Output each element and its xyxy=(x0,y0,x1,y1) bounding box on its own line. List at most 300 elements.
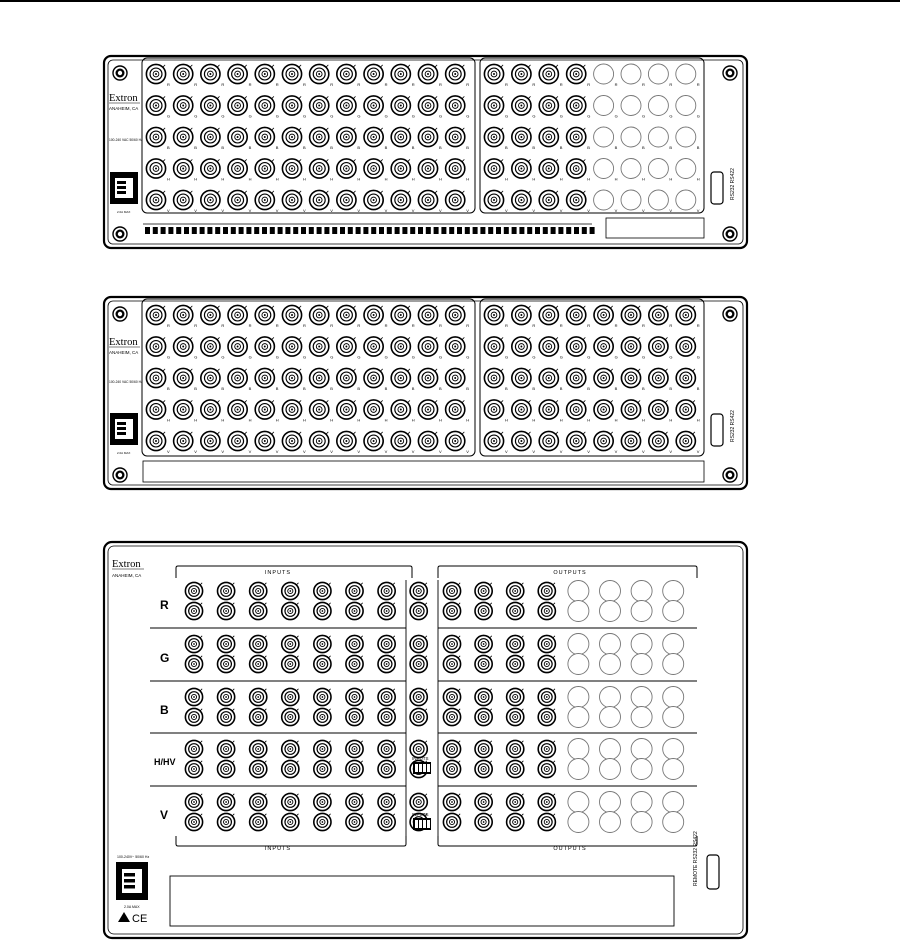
panel-3-dip-switch-2[interactable] xyxy=(413,818,431,830)
connector-letter: R xyxy=(669,323,673,328)
dip-switch[interactable] xyxy=(293,227,298,234)
bnc-output-connector xyxy=(649,337,668,356)
connector-letter: G xyxy=(194,354,198,360)
bnc-input-connector xyxy=(378,688,395,705)
bnc-input-connector xyxy=(174,190,193,209)
bnc-input-connector xyxy=(218,708,235,725)
bnc-input-connector xyxy=(337,127,356,146)
connector-letter: R xyxy=(330,82,334,87)
dip-switch[interactable] xyxy=(535,227,540,234)
connector-letter: V xyxy=(505,449,508,454)
bnc-output-connector xyxy=(475,740,492,757)
connector-letter: H xyxy=(669,417,673,423)
bnc-input-connector xyxy=(201,400,220,419)
connector-letter: G xyxy=(167,354,171,360)
connector-letter: V xyxy=(696,449,700,454)
bnc-input-connector xyxy=(174,400,193,419)
connector-letter: B xyxy=(505,386,508,391)
panel-1-brand: Extron xyxy=(109,93,138,104)
empty-output-position xyxy=(648,190,668,210)
bnc-input-connector xyxy=(418,96,437,115)
empty-output-position xyxy=(568,601,589,622)
connector-letter: V xyxy=(194,449,197,454)
dip-switch[interactable] xyxy=(558,227,563,234)
bnc-output-connector xyxy=(507,708,524,725)
connector-letter: R xyxy=(505,82,508,87)
bnc-output-connector xyxy=(475,655,492,672)
connector-letter: V xyxy=(248,449,252,454)
connector-letter: V xyxy=(669,449,673,454)
bnc-output-connector xyxy=(484,431,503,450)
bnc-output-connector xyxy=(539,127,558,146)
empty-output-position xyxy=(676,127,696,147)
bnc-input-connector xyxy=(314,602,331,619)
mounting-screw xyxy=(113,227,127,241)
dip-switch[interactable] xyxy=(239,227,244,234)
bnc-input-connector xyxy=(346,813,363,830)
bnc-output-connector xyxy=(594,337,613,356)
dip-switch[interactable] xyxy=(543,227,548,234)
bnc-output-connector xyxy=(594,400,613,419)
connector-letter: G xyxy=(466,113,470,119)
connector-letter: G xyxy=(505,354,509,360)
connector-letter: R xyxy=(167,82,170,87)
dip-switch[interactable] xyxy=(153,227,158,234)
connector-letter: H xyxy=(167,176,170,182)
panel-2-brand: Extron xyxy=(109,337,138,348)
bnc-output-connector xyxy=(538,813,555,830)
connector-letter: R xyxy=(303,82,306,87)
bnc-output-connector xyxy=(676,368,695,387)
connector-letter: V xyxy=(587,208,590,213)
bnc-output-connector xyxy=(512,159,531,178)
bnc-output-connector xyxy=(567,337,586,356)
connector-letter: B xyxy=(587,145,590,150)
connector-letter: H xyxy=(642,417,645,423)
connector-letter: V xyxy=(587,449,590,454)
bnc-output-connector xyxy=(539,337,558,356)
dip-switch[interactable] xyxy=(262,227,267,234)
empty-output-position xyxy=(663,601,684,622)
connector-letter: G xyxy=(303,113,307,119)
bnc-input-connector xyxy=(250,688,267,705)
bnc-output-connector xyxy=(649,431,668,450)
bnc-output-connector xyxy=(649,305,668,324)
bnc-input-connector xyxy=(146,190,165,209)
bnc-input-connector xyxy=(228,96,247,115)
bnc-input-connector xyxy=(364,305,383,324)
connector-letter: V xyxy=(194,208,197,213)
dip-switch[interactable] xyxy=(504,227,509,234)
bnc-input-connector xyxy=(391,159,410,178)
connector-letter: H xyxy=(194,417,198,423)
connector-letter: G xyxy=(466,354,470,360)
bnc-input-connector xyxy=(185,793,202,810)
connector-letter: H xyxy=(303,417,306,423)
bnc-input-connector xyxy=(310,431,329,450)
bnc-input-connector xyxy=(337,190,356,209)
bnc-input-connector xyxy=(314,688,331,705)
connector-letter: G xyxy=(439,113,443,119)
mounting-screw xyxy=(723,66,737,80)
bnc-input-connector xyxy=(228,368,247,387)
bnc-output-connector xyxy=(621,400,640,419)
bnc-input-connector xyxy=(314,582,331,599)
bnc-input-connector xyxy=(146,400,165,419)
bnc-input-connector xyxy=(378,582,395,599)
bnc-input-connector xyxy=(378,813,395,830)
bnc-input-connector xyxy=(174,368,193,387)
empty-output-position xyxy=(631,792,652,813)
bnc-input-connector xyxy=(282,431,301,450)
bnc-input-connector xyxy=(418,368,437,387)
connector-letter: H xyxy=(221,176,225,182)
panel-1-voltage: 100-240 VAC 50/60 Hz xyxy=(109,138,143,142)
bnc-output-connector xyxy=(512,127,531,146)
bnc-input-connector xyxy=(282,708,299,725)
connector-letter: V xyxy=(642,208,645,213)
bnc-input-connector xyxy=(310,64,329,83)
panel-3-outputs-label-bottom: OUTPUTS xyxy=(553,846,587,852)
panel-3 xyxy=(104,542,747,938)
bnc-output-connector xyxy=(475,813,492,830)
bnc-input-connector xyxy=(418,305,437,324)
connector-letter: H xyxy=(587,176,591,182)
empty-output-position xyxy=(600,759,621,780)
dip-switch[interactable] xyxy=(449,227,454,234)
dip-switch[interactable] xyxy=(356,227,361,234)
bnc-input-connector xyxy=(364,159,383,178)
dip-switch[interactable] xyxy=(441,227,446,234)
bnc-output-connector xyxy=(484,96,503,115)
connector-letter: R xyxy=(303,323,306,328)
dip-switch[interactable] xyxy=(371,227,376,234)
bnc-input-connector xyxy=(364,190,383,209)
bnc-input-connector xyxy=(310,190,329,209)
dip-switch[interactable] xyxy=(582,227,587,234)
connector-letter: B xyxy=(248,386,252,391)
dip-switch[interactable] xyxy=(145,227,150,234)
dip-switch[interactable] xyxy=(551,227,556,234)
bnc-input-connector xyxy=(250,793,267,810)
bnc-input-connector xyxy=(314,635,331,652)
connector-letter: G xyxy=(330,354,334,360)
connector-letter: R xyxy=(466,82,470,87)
dip-switch[interactable] xyxy=(184,227,189,234)
connector-letter: B xyxy=(532,145,536,150)
bnc-input-connector xyxy=(378,602,395,619)
dip-switch[interactable] xyxy=(566,227,571,234)
connector-letter: B xyxy=(330,386,333,391)
bnc-input-connector xyxy=(282,305,301,324)
bnc-input-connector xyxy=(391,127,410,146)
bnc-input-connector xyxy=(201,337,220,356)
dip-switch[interactable] xyxy=(223,227,228,234)
bnc-output-connector xyxy=(484,368,503,387)
bnc-output-connector xyxy=(567,400,586,419)
empty-output-position xyxy=(568,581,589,602)
bnc-input-connector xyxy=(174,305,193,324)
bnc-output-connector xyxy=(567,190,586,209)
connector-letter: H xyxy=(532,176,536,182)
dip-switch[interactable] xyxy=(270,227,275,234)
connector-letter: B xyxy=(357,145,361,150)
bnc-input-connector xyxy=(255,431,274,450)
bnc-input-connector xyxy=(446,64,465,83)
bnc-input-connector xyxy=(337,431,356,450)
dip-switch[interactable] xyxy=(176,227,181,234)
bnc-input-connector xyxy=(314,655,331,672)
bnc-input-connector xyxy=(310,127,329,146)
empty-output-position xyxy=(663,792,684,813)
bnc-output-connector xyxy=(507,602,524,619)
connector-letter: G xyxy=(330,113,334,119)
dip-switch[interactable] xyxy=(340,227,345,234)
connector-letter: H xyxy=(384,176,388,182)
dip-switch[interactable] xyxy=(457,227,462,234)
dip-switch[interactable] xyxy=(527,227,532,234)
connector-letter: G xyxy=(248,113,252,119)
connector-letter: G xyxy=(532,354,536,360)
connector-letter: R xyxy=(439,82,442,87)
bnc-input-connector xyxy=(255,190,274,209)
bnc-input-connector xyxy=(410,635,427,652)
connector-letter: B xyxy=(411,145,415,150)
empty-output-position xyxy=(663,634,684,655)
panel-3-switch-label-1: INPUTS xyxy=(412,756,429,761)
bnc-input-connector xyxy=(418,190,437,209)
bnc-input-connector xyxy=(201,96,220,115)
bnc-input-connector xyxy=(201,431,220,450)
dip-switch[interactable] xyxy=(395,227,400,234)
dip-switch[interactable] xyxy=(426,227,431,234)
connector-letter: R xyxy=(439,323,442,328)
connector-letter: R xyxy=(167,323,170,328)
connector-letter: G xyxy=(275,354,279,360)
connector-letter: B xyxy=(194,145,197,150)
bnc-input-connector xyxy=(346,688,363,705)
dip-switch[interactable] xyxy=(254,227,259,234)
bnc-input-connector xyxy=(185,708,202,725)
bnc-output-connector xyxy=(539,305,558,324)
bnc-input-connector xyxy=(446,305,465,324)
empty-output-position xyxy=(631,581,652,602)
empty-output-position xyxy=(631,601,652,622)
connector-letter: G xyxy=(248,354,252,360)
bnc-input-connector xyxy=(282,760,299,777)
connector-letter: B xyxy=(384,145,388,150)
bnc-output-connector xyxy=(507,740,524,757)
bnc-input-connector xyxy=(250,635,267,652)
dip-switch[interactable] xyxy=(215,227,220,234)
dip-switch[interactable] xyxy=(246,227,251,234)
dip-switch[interactable] xyxy=(317,227,322,234)
dip-switch[interactable] xyxy=(434,227,439,234)
connector-letter: R xyxy=(614,82,618,87)
connector-letter: V xyxy=(439,208,442,213)
dip-switch[interactable] xyxy=(480,227,485,234)
panel-3-dip-switch-1[interactable] xyxy=(413,762,431,774)
dip-switch[interactable] xyxy=(168,227,173,234)
dip-switch[interactable] xyxy=(418,227,423,234)
dip-switch[interactable] xyxy=(488,227,493,234)
connector-letter: R xyxy=(330,323,334,328)
connector-letter: B xyxy=(167,386,170,391)
bnc-input-connector xyxy=(146,64,165,83)
bnc-input-connector xyxy=(218,602,235,619)
bnc-input-connector xyxy=(282,159,301,178)
empty-output-position xyxy=(594,127,614,147)
connector-letter: B xyxy=(696,386,700,391)
empty-output-position xyxy=(600,654,621,675)
connector-letter: B xyxy=(248,145,252,150)
bnc-output-connector xyxy=(507,813,524,830)
bnc-input-connector xyxy=(314,760,331,777)
bnc-input-connector xyxy=(174,96,193,115)
bnc-input-connector xyxy=(337,64,356,83)
connector-letter: B xyxy=(466,145,469,150)
dip-switch[interactable] xyxy=(363,227,368,234)
empty-output-position xyxy=(676,159,696,179)
connector-letter: R xyxy=(221,323,225,328)
connector-letter: H xyxy=(696,417,700,423)
connector-letter: V xyxy=(357,208,361,213)
dip-switch[interactable] xyxy=(301,227,306,234)
bnc-input-connector xyxy=(346,602,363,619)
bnc-input-connector xyxy=(228,400,247,419)
connector-letter: G xyxy=(384,113,388,119)
panel-3-switch-label-2: INPUTS xyxy=(412,812,429,817)
dip-switch[interactable] xyxy=(207,227,212,234)
bnc-input-connector xyxy=(218,740,235,757)
panel-2-voltage: 100-240 VAC 50/60 Hz xyxy=(109,380,143,384)
dip-switch[interactable] xyxy=(200,227,205,234)
dip-switch[interactable] xyxy=(332,227,337,234)
dip-switch[interactable] xyxy=(512,227,517,234)
connector-letter: V xyxy=(642,449,645,454)
bnc-input-connector xyxy=(282,813,299,830)
bnc-output-connector xyxy=(507,688,524,705)
dip-switch[interactable] xyxy=(410,227,415,234)
connector-letter: R xyxy=(194,82,198,87)
panel-1-remote-label: RS232 RS422 xyxy=(730,168,736,200)
connector-letter: V xyxy=(221,449,225,454)
connector-letter: G xyxy=(559,354,563,360)
bnc-output-connector xyxy=(484,64,503,83)
dip-switch[interactable] xyxy=(309,227,314,234)
dip-switch[interactable] xyxy=(324,227,329,234)
empty-output-position xyxy=(631,739,652,760)
connector-letter: R xyxy=(669,82,673,87)
bnc-input-connector xyxy=(314,813,331,830)
dip-switch[interactable] xyxy=(285,227,290,234)
bnc-input-connector xyxy=(218,635,235,652)
bnc-input-connector xyxy=(255,368,274,387)
bnc-input-connector xyxy=(174,159,193,178)
bnc-input-connector xyxy=(201,127,220,146)
bnc-output-connector xyxy=(443,793,460,810)
bnc-output-connector xyxy=(594,305,613,324)
connector-letter: R xyxy=(532,82,536,87)
connector-letter: G xyxy=(614,354,618,360)
dip-switch[interactable] xyxy=(590,227,595,234)
bnc-output-connector xyxy=(475,602,492,619)
dip-switch[interactable] xyxy=(387,227,392,234)
bnc-input-connector xyxy=(255,159,274,178)
dip-switch[interactable] xyxy=(192,227,197,234)
bnc-output-connector xyxy=(594,368,613,387)
connector-letter: R xyxy=(357,323,361,328)
bnc-input-connector xyxy=(337,305,356,324)
dip-switch[interactable] xyxy=(519,227,524,234)
dip-switch[interactable] xyxy=(231,227,236,234)
bnc-input-connector xyxy=(185,602,202,619)
connector-letter: H xyxy=(411,417,415,423)
panel-2-remote-label: RS232 RS422 xyxy=(730,410,736,442)
dip-switch[interactable] xyxy=(465,227,470,234)
connector-letter: B xyxy=(614,386,618,391)
panel-1-power-inlet xyxy=(110,172,138,204)
bnc-input-connector xyxy=(146,368,165,387)
bnc-input-connector xyxy=(310,305,329,324)
bnc-input-connector xyxy=(391,305,410,324)
connector-letter: B xyxy=(439,145,442,150)
bnc-output-connector xyxy=(512,96,531,115)
connector-letter: V xyxy=(669,208,673,213)
empty-output-position xyxy=(568,654,589,675)
dip-switch[interactable] xyxy=(496,227,501,234)
bnc-output-connector xyxy=(443,635,460,652)
dip-switch[interactable] xyxy=(161,227,166,234)
bnc-input-connector xyxy=(346,635,363,652)
panel-3-frame xyxy=(104,542,747,938)
bnc-input-connector xyxy=(391,64,410,83)
bnc-input-connector xyxy=(255,400,274,419)
dip-switch[interactable] xyxy=(348,227,353,234)
bnc-input-connector xyxy=(391,337,410,356)
connector-letter: G xyxy=(357,354,361,360)
dip-switch[interactable] xyxy=(278,227,283,234)
connector-letter: H xyxy=(505,417,508,423)
dip-switch[interactable] xyxy=(379,227,384,234)
bnc-output-connector xyxy=(475,688,492,705)
mounting-screw xyxy=(113,307,127,321)
panel-1-location: ANAHEIM, CA xyxy=(109,106,139,111)
connector-letter: V xyxy=(559,449,563,454)
empty-output-position xyxy=(594,96,614,116)
dip-switch[interactable] xyxy=(574,227,579,234)
bnc-input-connector xyxy=(146,127,165,146)
empty-output-position xyxy=(568,739,589,760)
bnc-input-connector xyxy=(410,793,427,810)
bnc-input-connector xyxy=(250,708,267,725)
connector-letter: B xyxy=(275,386,279,391)
bnc-input-connector xyxy=(446,368,465,387)
bnc-input-connector xyxy=(410,655,427,672)
connector-letter: V xyxy=(614,208,618,213)
empty-output-position xyxy=(631,634,652,655)
connector-letter: H xyxy=(357,176,361,182)
dip-switch[interactable] xyxy=(402,227,407,234)
connector-letter: G xyxy=(614,113,618,119)
connector-letter: V xyxy=(275,449,279,454)
connector-letter: H xyxy=(439,417,442,423)
bnc-input-connector xyxy=(418,127,437,146)
dip-switch[interactable] xyxy=(473,227,478,234)
connector-letter: G xyxy=(167,113,171,119)
connector-letter: R xyxy=(696,323,700,328)
connector-letter: G xyxy=(642,354,646,360)
